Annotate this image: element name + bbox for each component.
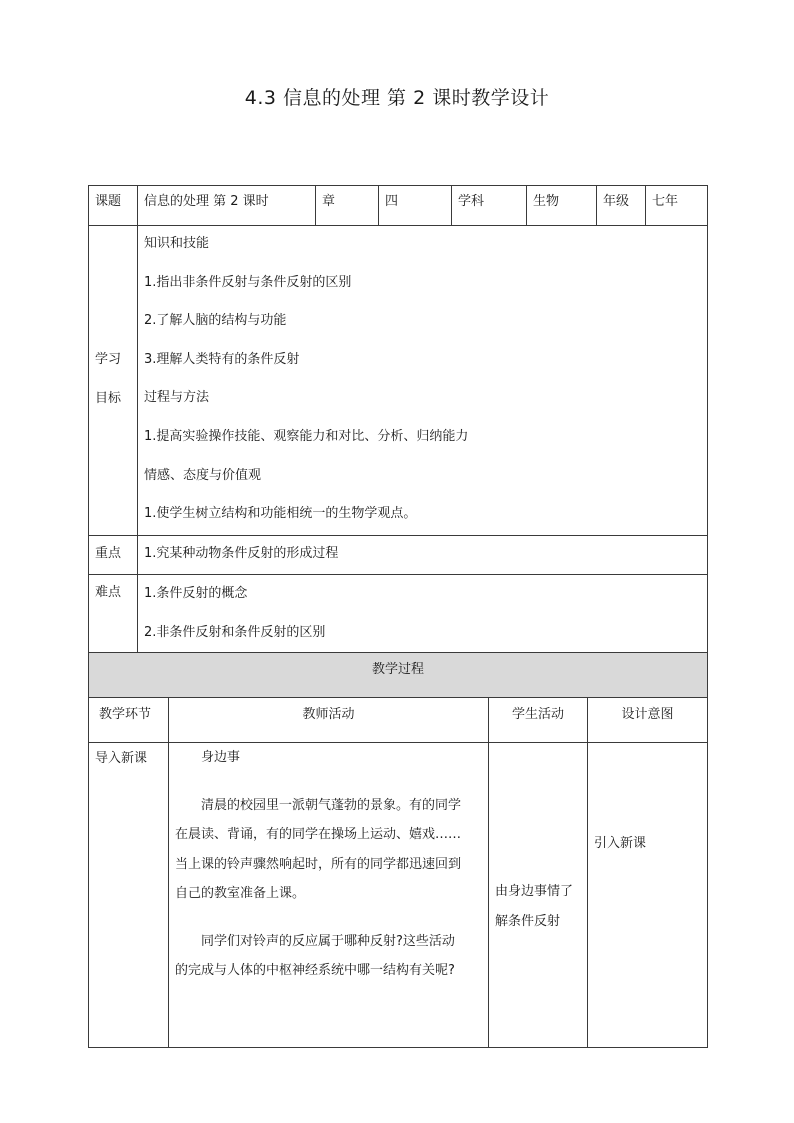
chapter-value: 四	[379, 186, 452, 226]
stage-cell: 导入新课	[89, 743, 169, 1048]
teacher-para1-line: 在晨读、背诵，有的同学在操场上运动、嬉戏……	[175, 827, 462, 842]
subject-value: 生物	[527, 186, 597, 226]
objectives-row	[89, 226, 708, 536]
subject-label: 学科	[452, 186, 527, 226]
column-header-student: 学生活动	[489, 698, 588, 743]
objective-line: 知识和技能	[144, 236, 210, 251]
key-points-text: 1.究某种动物条件反射的形成过程	[138, 536, 708, 575]
column-header-intent: 设计意图	[588, 698, 708, 743]
grade-label: 年级	[597, 186, 646, 226]
teacher-activity-cell	[169, 743, 489, 1048]
column-header-teacher: 教师活动	[169, 698, 489, 743]
objectives-label-line: 学习	[95, 352, 122, 367]
topic-value: 信息的处理 第 2 课时	[138, 186, 316, 226]
student-line: 解条件反射	[495, 913, 561, 929]
objectives-label-line: 目标	[95, 390, 122, 406]
objective-line: 情感、态度与价值观	[144, 467, 262, 483]
process-section-title: 教学过程	[89, 653, 708, 698]
student-line: 由身边事情了	[495, 884, 574, 899]
teacher-heading: 身边事	[201, 750, 241, 765]
teacher-para1-line: 清晨的校园里一派朝气蓬勃的景象。有的同学	[201, 797, 462, 813]
teacher-para1-line: 自己的教室准备上课。	[175, 886, 306, 901]
difficulty-line: 2.非条件反射和条件反射的区别	[144, 624, 326, 640]
objective-line: 2.了解人脑的结构与功能	[144, 313, 287, 329]
teacher-para1-line: 当上课的铃声骤然响起时，所有的同学都迅速回到	[175, 856, 462, 872]
process-header-row	[89, 698, 708, 743]
teacher-para2-line: 的完成与人体的中枢神经系统中哪一结构有关呢?	[175, 963, 455, 978]
objective-line: 1.提高实验操作技能、观察能力和对比、分析、归纳能力	[144, 428, 469, 444]
teacher-para2-line: 同学们对铃声的反应属于哪种反射?这些活动	[201, 933, 455, 949]
objective-line: 3.理解人类特有的条件反射	[144, 351, 300, 367]
grade-value: 七年	[646, 186, 708, 226]
objective-line: 1.使学生树立结构和功能相统一的生物学观点。	[144, 506, 417, 522]
header-row	[89, 186, 708, 226]
chapter-label: 章	[316, 186, 379, 226]
column-header-stage: 教学环节	[89, 698, 169, 743]
process-row-intro	[89, 743, 708, 1048]
objective-line: 1.指出非条件反射与条件反射的区别	[144, 274, 352, 290]
topic-label: 课题	[89, 186, 138, 226]
difficulties-content	[138, 575, 708, 653]
teaching-process-table	[88, 652, 708, 1048]
page-title: 4.3 信息的处理 第 2 课时教学设计	[244, 87, 550, 109]
student-activity-cell	[489, 743, 588, 1048]
design-intent-cell: 引入新课	[588, 743, 708, 1048]
process-title-row	[89, 653, 708, 698]
difficulty-line: 1.条件反射的概念	[144, 586, 248, 601]
difficulties-label: 难点	[89, 575, 138, 653]
objectives-label	[89, 226, 138, 536]
objectives-content	[138, 226, 708, 536]
lesson-info-table	[88, 185, 708, 653]
difficulties-row	[89, 575, 708, 653]
key-points-label: 重点	[89, 536, 138, 575]
key-points-row	[89, 536, 708, 575]
objective-line: 过程与方法	[144, 390, 210, 406]
